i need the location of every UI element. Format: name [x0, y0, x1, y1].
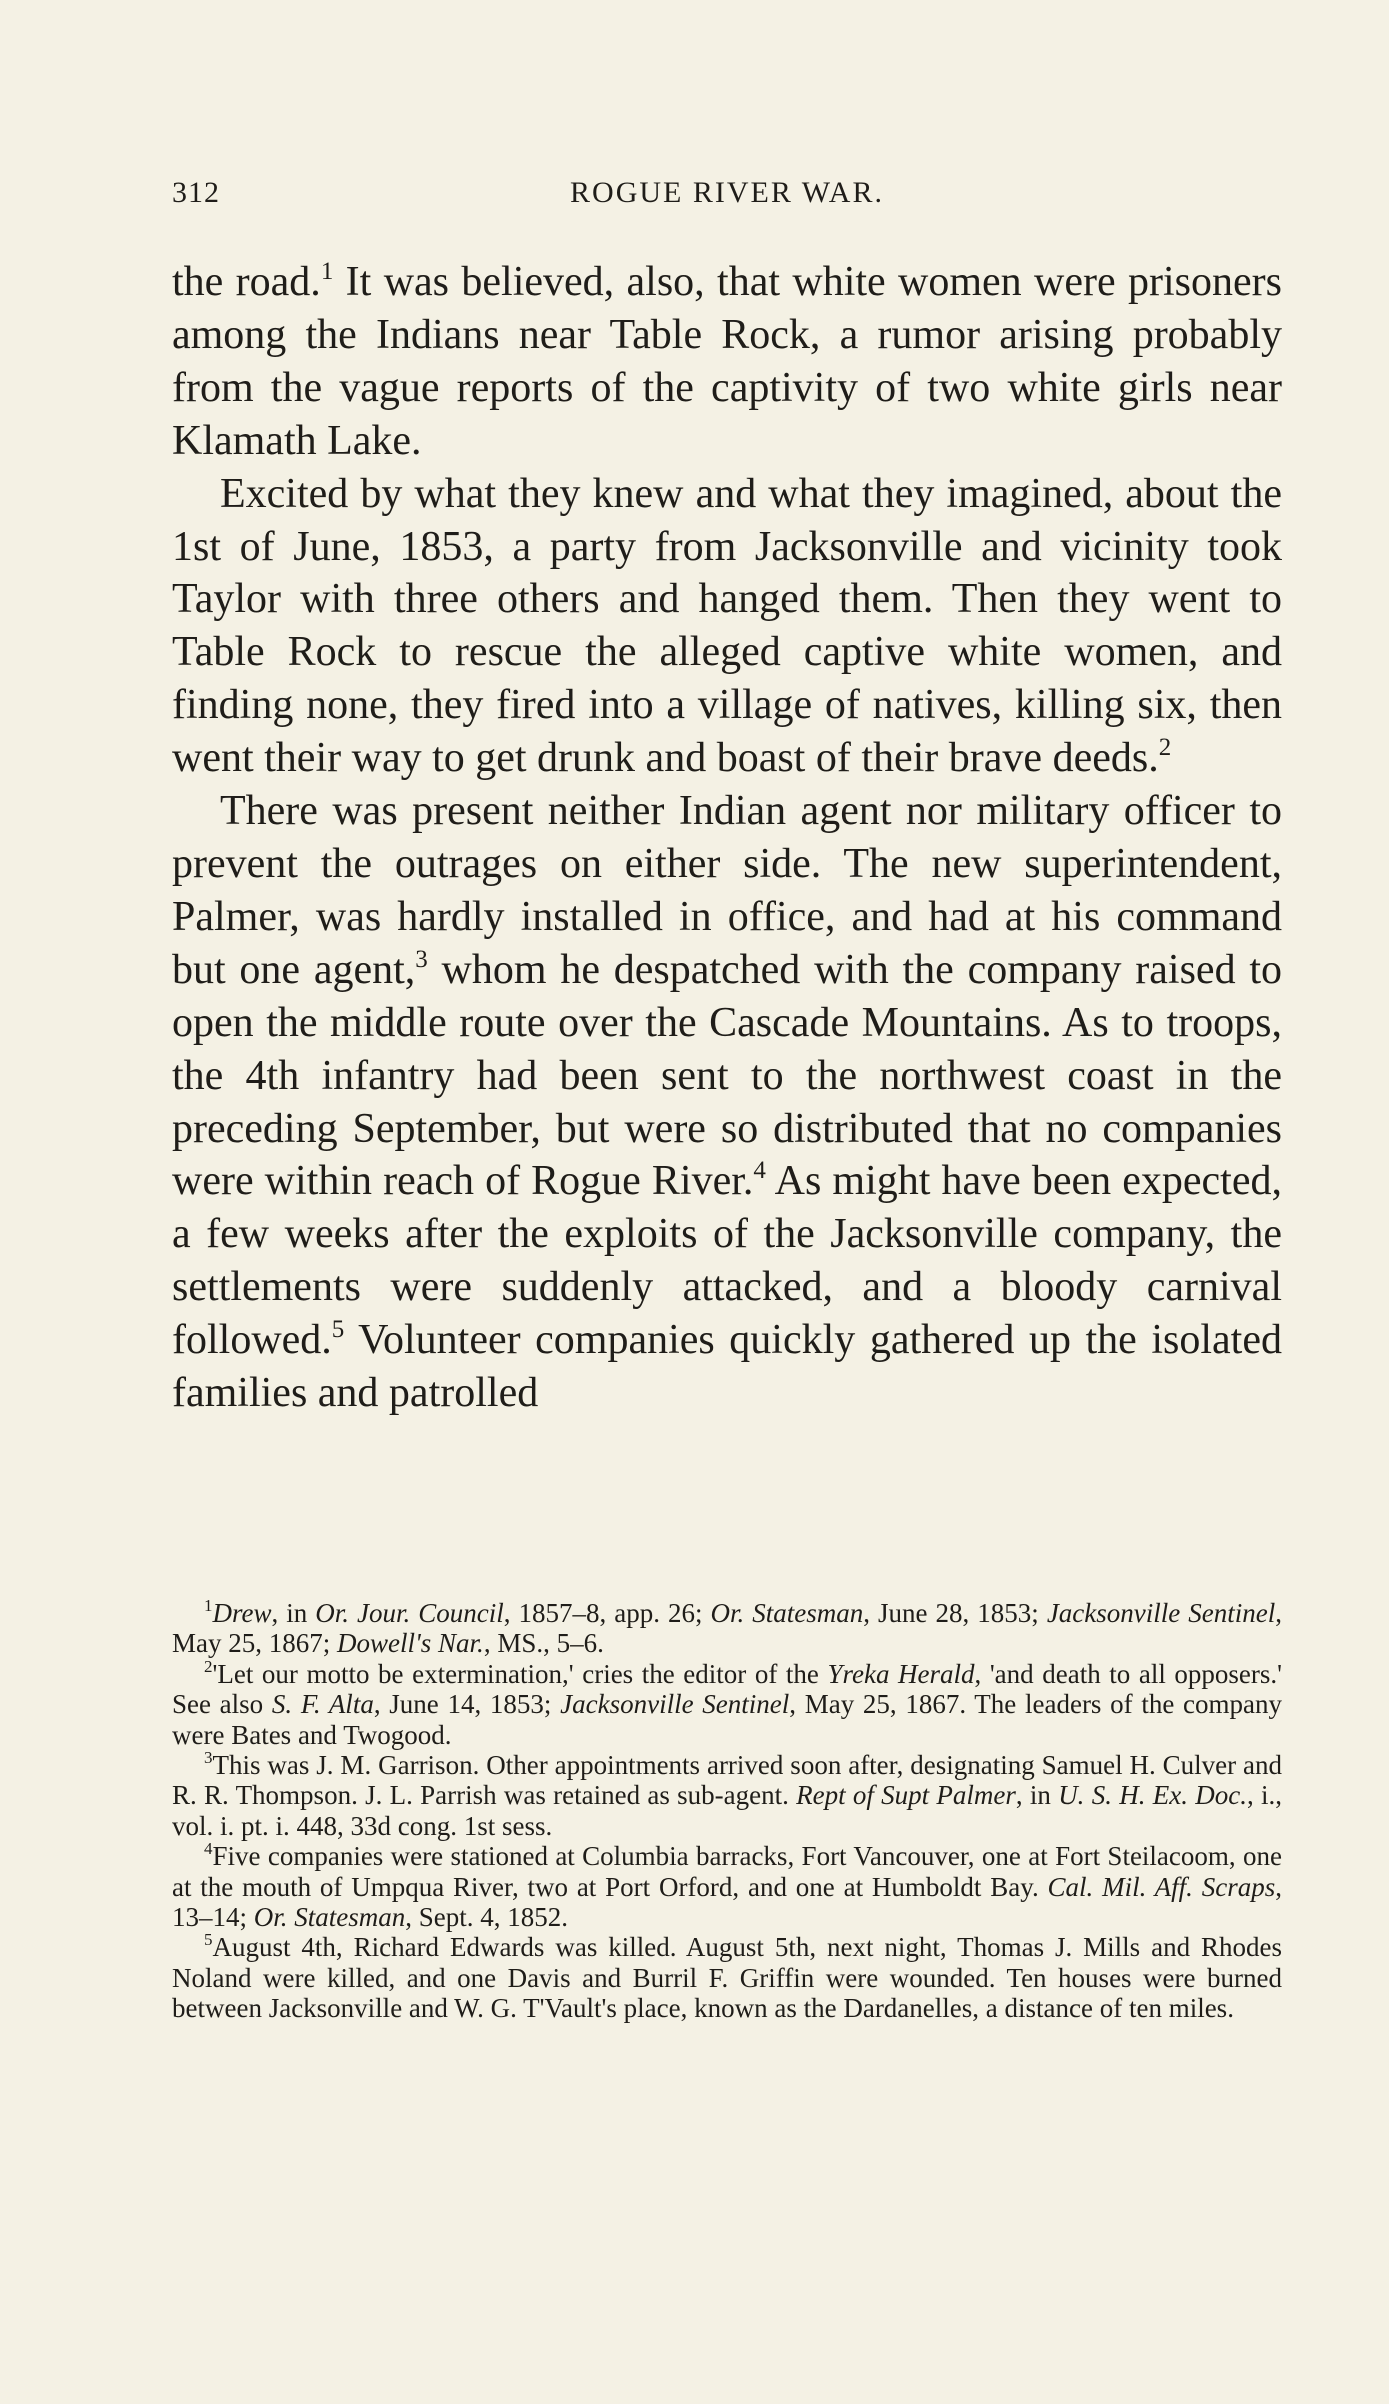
footnote-5: [172, 1932, 1282, 2023]
footnote-3: [172, 1750, 1282, 1841]
footnote-text: , 1857–8, app. 26;: [503, 1598, 711, 1628]
footnote-marker: 2: [1158, 734, 1172, 762]
citation-title: Or. Statesman: [253, 1902, 406, 1933]
footnote-4: [172, 1841, 1282, 1932]
footnote-text: , June 28, 1853;: [863, 1598, 1047, 1628]
paragraph-3: [172, 785, 1282, 1420]
footnote-text: , MS., 5–6.: [483, 1628, 604, 1659]
paragraph-2: [172, 468, 1282, 785]
footnote-number: 5: [204, 1930, 213, 1950]
citation-title: Or. Statesman: [710, 1598, 864, 1628]
footnote-number: 3: [204, 1748, 213, 1768]
footnote-marker: 3: [415, 945, 428, 973]
page-number: 312: [172, 176, 220, 209]
paragraph-text: As might have been expected, a few weeks after the exploits of the Jacksonville company, the settlements were suddenly attacked, and a bloody carnival followed.: [172, 1158, 1282, 1364]
footnote-number: 1: [204, 1596, 213, 1615]
paragraph-text: whom he despatched with the company raised to open the middle route over the Cascade Mountains. As to troops, the 4th infantry had been sent to the northwest coast in the preceding September, but were so distributed that no companies were within reach of Rogue River.: [172, 946, 1283, 1205]
footnote-text: , May 25, 1867;: [172, 1598, 1282, 1659]
citation-title: Or. Jour. Council: [315, 1598, 504, 1628]
citation-title: Dowell's Nar.: [337, 1628, 484, 1659]
paragraph-text: It was believed, also, that white women were prisoners among the Indians near Table Rock, a rumor arising probably from the vague reports of the captivity of two white girls near Klamath Lake.: [172, 259, 1282, 464]
footnote-text: , June 14, 1853;: [373, 1689, 561, 1720]
footnote-1: [172, 1598, 1282, 1659]
footnote-2: [172, 1656, 1282, 1750]
footnote-text: , i., vol. i. pt. i. 448, 33d cong. 1st sess.: [172, 1780, 1282, 1841]
page-header: [172, 176, 1282, 226]
paragraph-text: There was present neither Indian agent nor military officer to prevent the outrages on either side. The new superintendent, Palmer, was hardly installed in office, and had at his command but one agent,: [172, 788, 1282, 993]
footnote-text: , 'and death to all opposers.' See also: [172, 1658, 1282, 1720]
citation-title: Rept of Supt Palmer: [796, 1780, 1016, 1811]
paragraph-1: [172, 256, 1282, 468]
running-head: ROGUE RIVER WAR.: [570, 176, 884, 209]
body-text: [172, 256, 1282, 1420]
citation-title: Jacksonville Sentinel: [560, 1689, 790, 1720]
citation-title: Cal. Mil. Aff. Scraps: [1047, 1871, 1276, 1902]
footnote-text: , Sept. 4, 1852.: [405, 1902, 569, 1933]
citation-title: U. S. H. Ex. Doc.: [1058, 1780, 1247, 1811]
footnote-marker: 4: [753, 1157, 766, 1185]
footnote-text: Five companies were stationed at Columbia barracks, Fort Vancouver, one at Fort Steilacoom, one at the mouth of Umpqua River, two at Port Orford, and one at Humboldt Bay.: [172, 1841, 1282, 1902]
citation-title: S. F. Alta: [271, 1689, 374, 1720]
footnote-number: 2: [204, 1656, 213, 1676]
paragraph-text: Volunteer companies quickly gathered up the isolated families and patrolled: [172, 1317, 1282, 1417]
footnote-marker: 5: [331, 1316, 345, 1344]
paragraph-text: the road.: [172, 259, 321, 305]
footnote-text: , in: [1015, 1780, 1059, 1811]
citation-title: Drew: [212, 1598, 272, 1628]
footnote-text: , in: [271, 1598, 316, 1628]
footnotes: [172, 1598, 1282, 2024]
citation-title: Yreka Herald: [827, 1658, 975, 1689]
citation-title: Jacksonville Sentinel: [1046, 1598, 1276, 1628]
footnote-number: 4: [204, 1839, 213, 1859]
footnote-marker: 1: [320, 258, 334, 285]
footnote-text: This was J. M. Garrison. Other appointments arrived soon after, designating Samuel H. Culver and R. R. Thompson. J. L. Parrish was retained as sub-agent.: [172, 1750, 1282, 1811]
footnote-text: 'Let our motto be extermination,' cries the editor of the: [212, 1658, 828, 1689]
paragraph-text: Excited by what they knew and what they imagined, about the 1st of June, 1853, a party from Jacksonville and vicinity took Taylor with three others and hanged them. Then they went to Table Rock to rescue the alleged captive white women, and finding none, they fired into a village of natives, killing six, then went their way to get drunk and boast of their brave deeds.: [172, 470, 1282, 782]
footnote-text: , May 25, 1867. The leaders of the company were Bates and Twogood.: [172, 1689, 1282, 1750]
footnote-text: , 13–14;: [172, 1871, 1282, 1933]
footnote-text: August 4th, Richard Edwards was killed. August 5th, next night, Thomas J. Mills and Rhodes Noland were killed, and one Davis and Burril F. Griffin were wounded. Ten houses were burned between Jacksonville and W. G. T'Vault's place, known as the Dardanelles, a distance of ten miles.: [172, 1932, 1282, 2024]
